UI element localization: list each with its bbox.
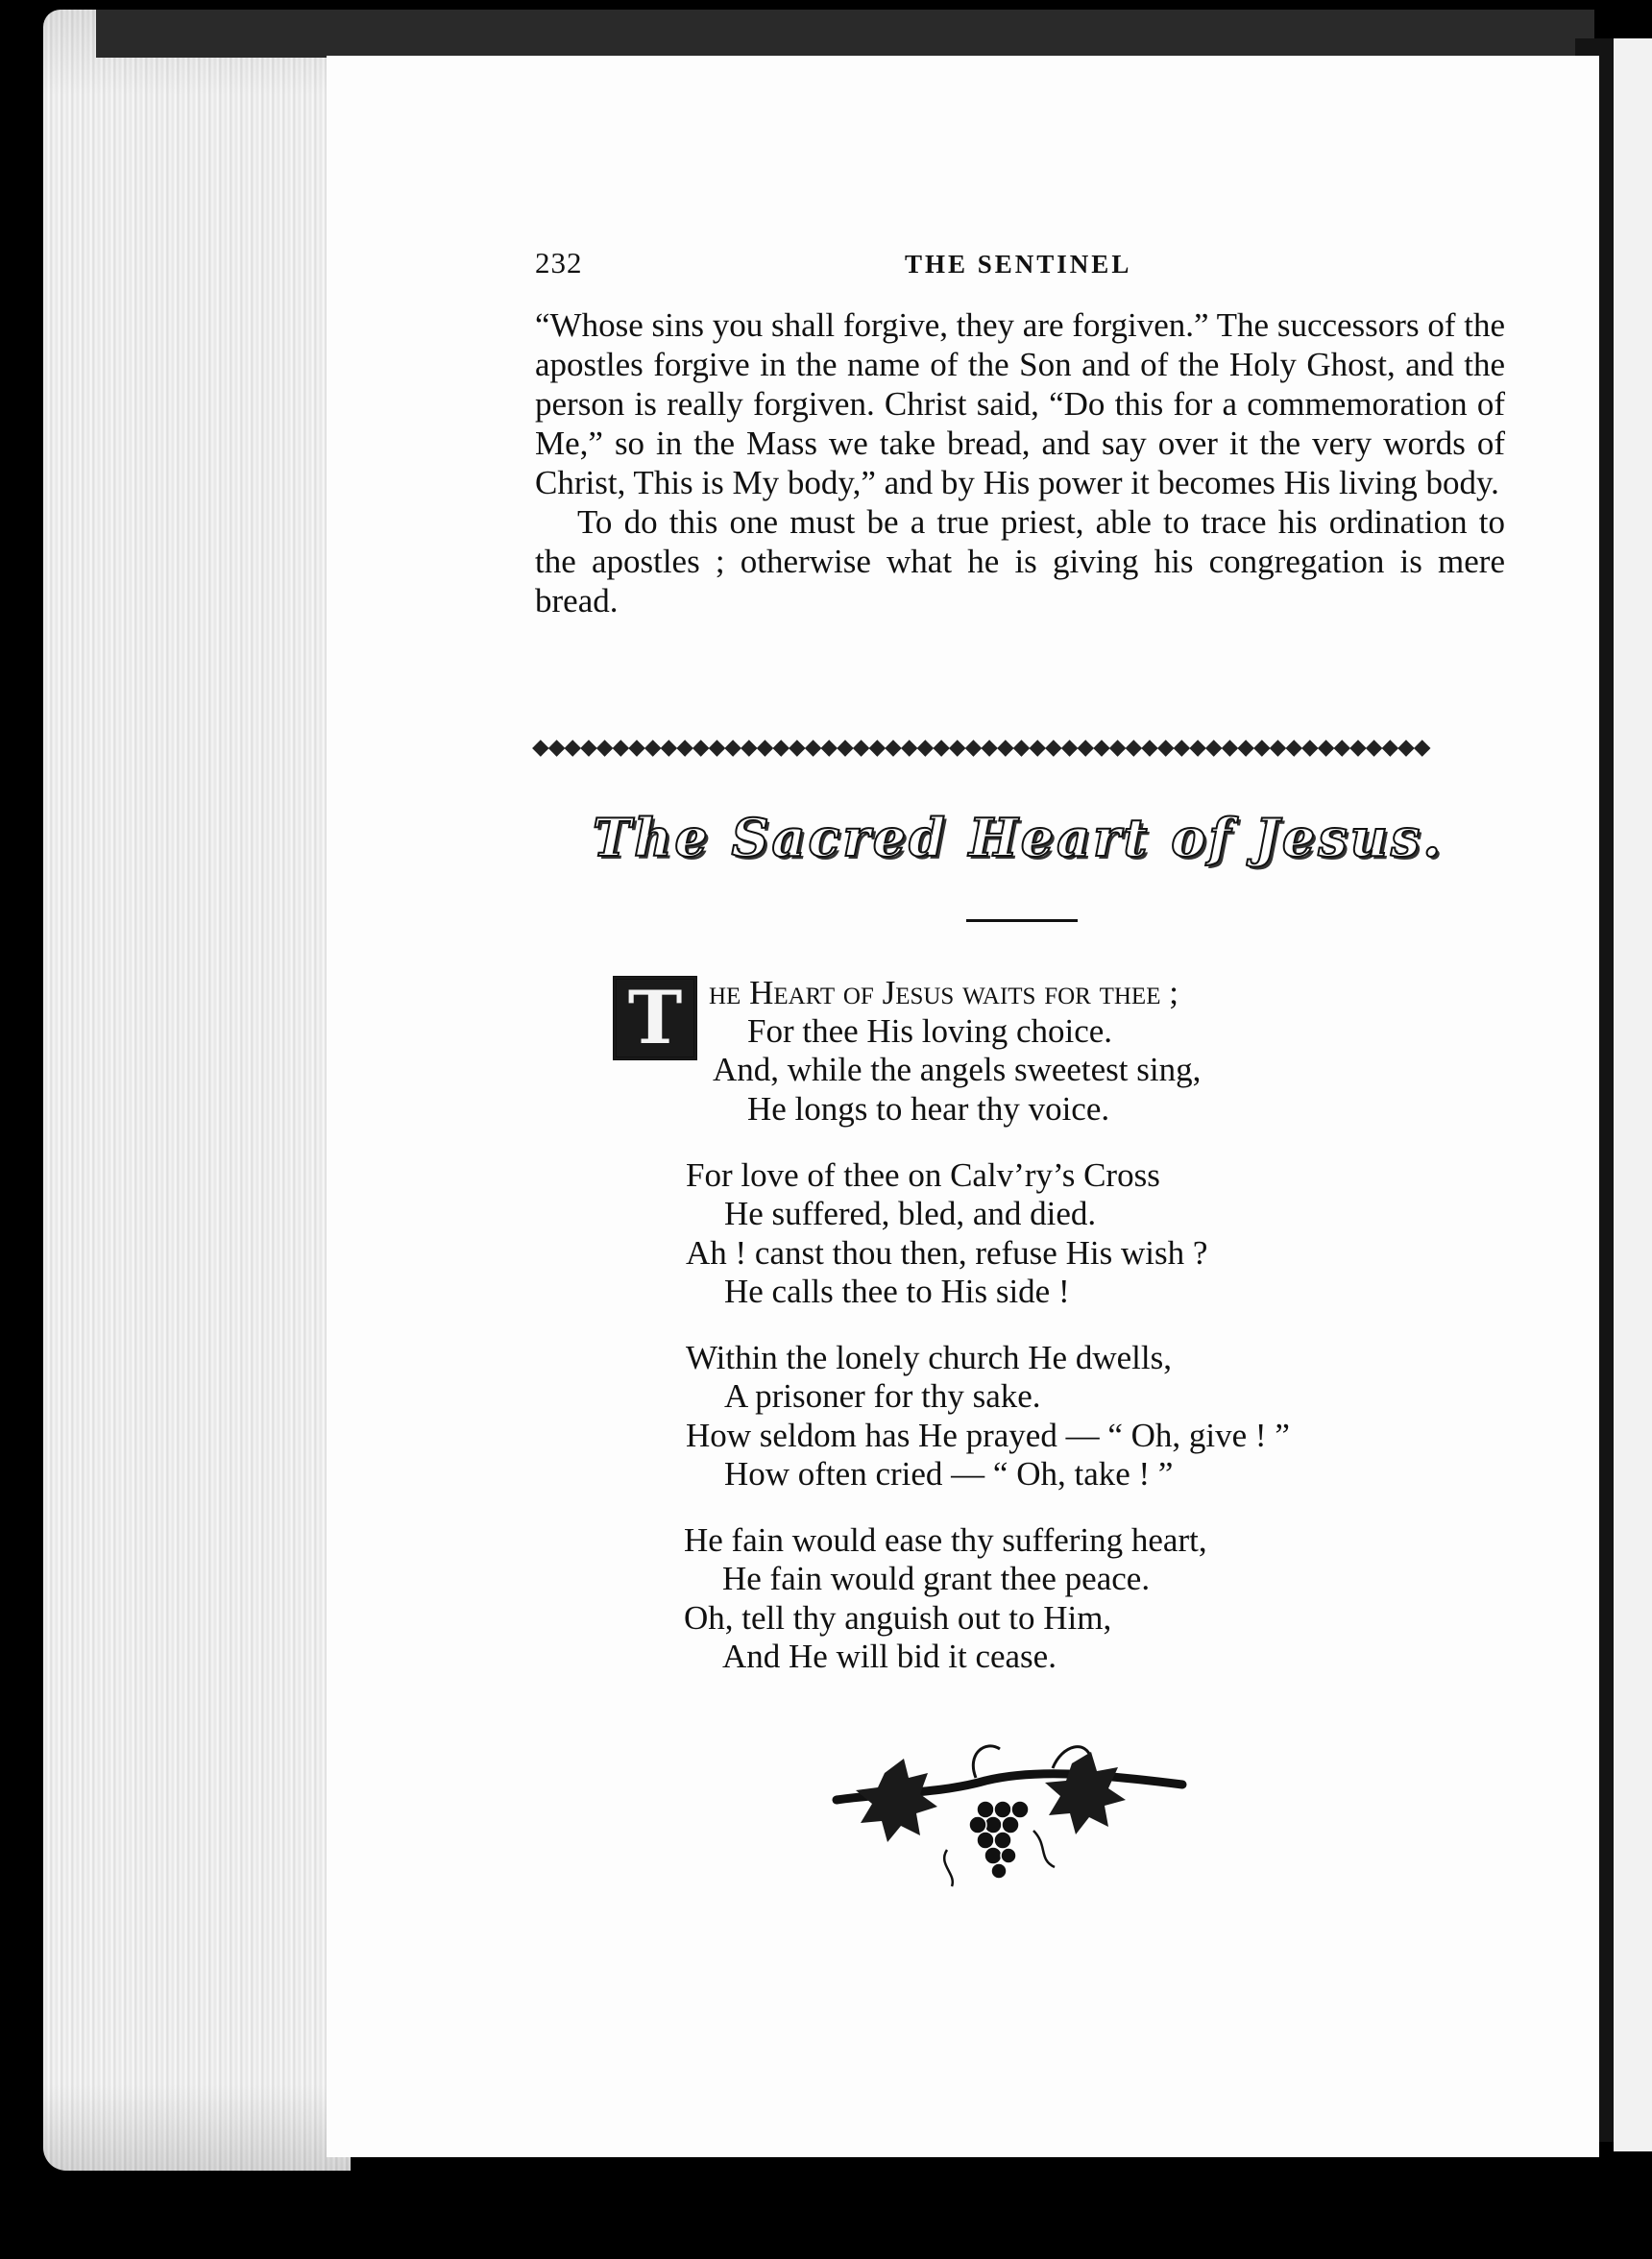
grapevine-ornament-icon <box>832 1735 1187 1898</box>
poem-line: For love of thee on Calv’ry’s Cross <box>686 1156 1160 1194</box>
journal-title: THE SENTINEL <box>905 250 1132 279</box>
drop-cap-letter: T <box>627 975 683 1060</box>
paragraph: “Whose sins you shall forgive, they are forgiven.” The successors of the apostles forgive in the name of the Son and of the Holy Ghost, and the person is really forgiven. Christ said, “Do this for a commemoration of Me,” so in the Mass we take bread, and say over it the very words of Christ, This is My body,” and by His power it becomes His living body. <box>535 306 1505 501</box>
poem-line: For thee His loving choice. <box>747 1012 1113 1050</box>
ornamental-divider: ◆◆◆◆◆◆◆◆◆◆◆◆◆◆◆◆◆◆◆◆◆◆◆◆◆◆◆◆◆◆◆◆◆◆◆◆◆◆◆◆◆◆◆◆◆◆◆◆◆◆◆◆◆◆◆◆ <box>532 737 1430 758</box>
poem-line: He fain would ease thy suffering heart, <box>684 1521 1207 1559</box>
poem-line: He calls thee to His side ! <box>724 1273 1070 1310</box>
page-number: 232 <box>535 246 583 279</box>
poem-line: He suffered, bled, and died. <box>724 1195 1097 1232</box>
poem-line: How seldom has He prayed — “ Oh, give ! ” <box>686 1417 1290 1454</box>
poem-line: How often cried — “ Oh, take ! ” <box>724 1455 1174 1493</box>
poem-line: he Heart of Jesus waits for thee ; <box>709 974 1178 1011</box>
poem-line: Within the lonely church He dwells, <box>686 1339 1172 1376</box>
poem-line: Oh, tell thy anguish out to Him, <box>684 1599 1112 1637</box>
poem-line: He fain would grant thee peace. <box>722 1560 1151 1597</box>
poem-line: And, while the angels sweetest sing, <box>713 1051 1202 1088</box>
poem-line: Ah ! canst thou then, refuse His wish ? <box>686 1234 1208 1272</box>
poem-line: And He will bid it cease. <box>722 1638 1057 1675</box>
poem-title: The Sacred Heart of Jesus. <box>592 807 1445 868</box>
poem-line: A prisoner for thy sake. <box>724 1377 1041 1415</box>
paragraph: To do this one must be a true priest, able to trace his ordination to the apostles ; otherwise what he is giving his congregation is mere bread. <box>535 503 1505 619</box>
poem-line: He longs to hear thy voice. <box>747 1090 1110 1128</box>
